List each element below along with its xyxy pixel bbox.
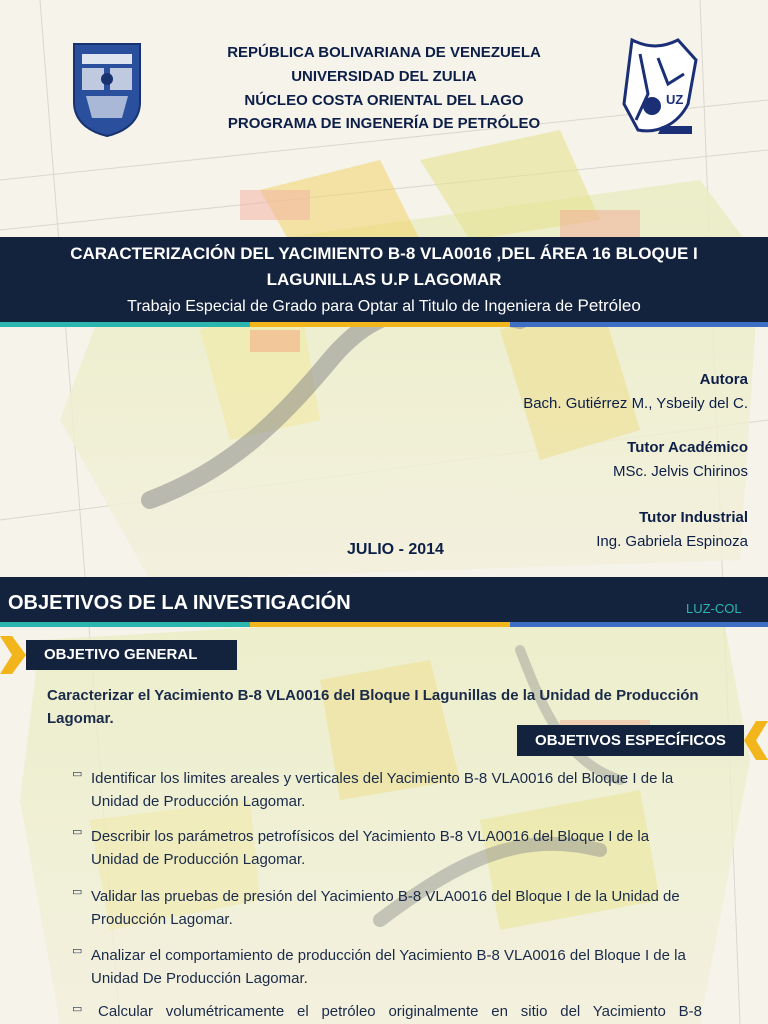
autora-name: Bach. Gutiérrez M., Ysbeily del C. — [523, 395, 748, 412]
specific-objective-item: Describir los parámetros petrofísicos del Yacimiento B-8 VLA0016 del Bloque I de la Unidad de Producción Lagomar. — [91, 828, 650, 868]
section-title: OBJETIVOS DE LA INVESTIGACIÓN — [8, 592, 351, 614]
subtitle-main: Trabajo Especial de Grado para Optar al Titulo de Ingeniera de — [127, 298, 578, 315]
header-line-republic: REPÚBLICA BOLIVARIANA DE VENEZUELA — [227, 44, 541, 61]
specific-objective-item: Analizar el comportamiento de producción del Yacimiento B-8 VLA0016 del Bloque I de la Unidad De Producción Lagomar. — [91, 947, 686, 987]
stripe-blue-2 — [510, 622, 768, 627]
title-line-1: CARACTERIZACIÓN DEL YACIMIENTO B-8 VLA0016 ,DEL ÁREA 16 BLOQUE I — [70, 244, 698, 263]
luz-logo-text: UZ — [666, 92, 684, 107]
stripe-yellow-2 — [250, 622, 510, 627]
subtitle-last: Petróleo — [577, 296, 641, 315]
title-stripe — [0, 322, 768, 327]
list-bullet: ▭ — [72, 768, 83, 780]
tutor-academico-name: MSc. Jelvis Chirinos — [612, 463, 748, 480]
objetivo-general-tag: OBJETIVO GENERAL — [26, 640, 237, 670]
list-bullet: ▭ — [72, 1003, 83, 1015]
stripe-teal-2 — [0, 622, 250, 627]
header-line-nucleo: NÚCLEO COSTA ORIENTAL DEL LAGO — [244, 92, 524, 109]
autora-label: Autora — [699, 371, 748, 388]
list-bullet: ▭ — [72, 945, 83, 957]
title-line-2: LAGUNILLAS U.P LAGOMAR — [266, 270, 502, 289]
header-line-program: PROGRAMA DE INGENERÍA DE PETRÓLEO — [227, 115, 541, 132]
date-label: JULIO - 2014 — [347, 541, 444, 558]
list-bullet: ▭ — [72, 886, 83, 898]
section-brand: LUZ-COL — [686, 601, 742, 616]
section-stripe — [0, 622, 768, 627]
specific-objective-item: Identificar los limites areales y verticales del Yacimiento B-8 VLA0016 del Bloque I de la Unidad de Producción Lagomar. — [91, 770, 674, 810]
specific-objective-item: Calcular volumétricamente el petróleo originalmente en sitio del Yacimiento B-8 — [98, 1003, 702, 1020]
objetivos-especificos-tag: OBJETIVOS ESPECÍFICOS — [517, 725, 744, 756]
objetivo-general-text: Caracterizar el Yacimiento B-8 VLA0016 del Bloque I Lagunillas de la Unidad de Producción Lagomar. — [47, 687, 699, 727]
tutor-industrial-label: Tutor Industrial — [639, 509, 748, 526]
subtitle — [0, 296, 768, 316]
stripe-yellow — [250, 322, 510, 327]
list-bullet: ▭ — [72, 826, 83, 838]
specific-objective-item: Validar las pruebas de presión del Yacimiento B-8 VLA0016 del Bloque I de la Unidad de Producción Lagomar. — [91, 888, 680, 928]
stripe-blue — [510, 322, 768, 327]
stripe-teal — [0, 322, 250, 327]
header-line-university: UNIVERSIDAD DEL ZULIA — [291, 68, 477, 85]
luz-logo — [618, 34, 702, 144]
tutor-industrial-name: Ing. Gabriela Espinoza — [596, 533, 748, 550]
chevron-right-icon — [0, 636, 26, 674]
tutor-academico-label: Tutor Académico — [627, 439, 748, 456]
chevron-left-icon — [744, 721, 768, 760]
